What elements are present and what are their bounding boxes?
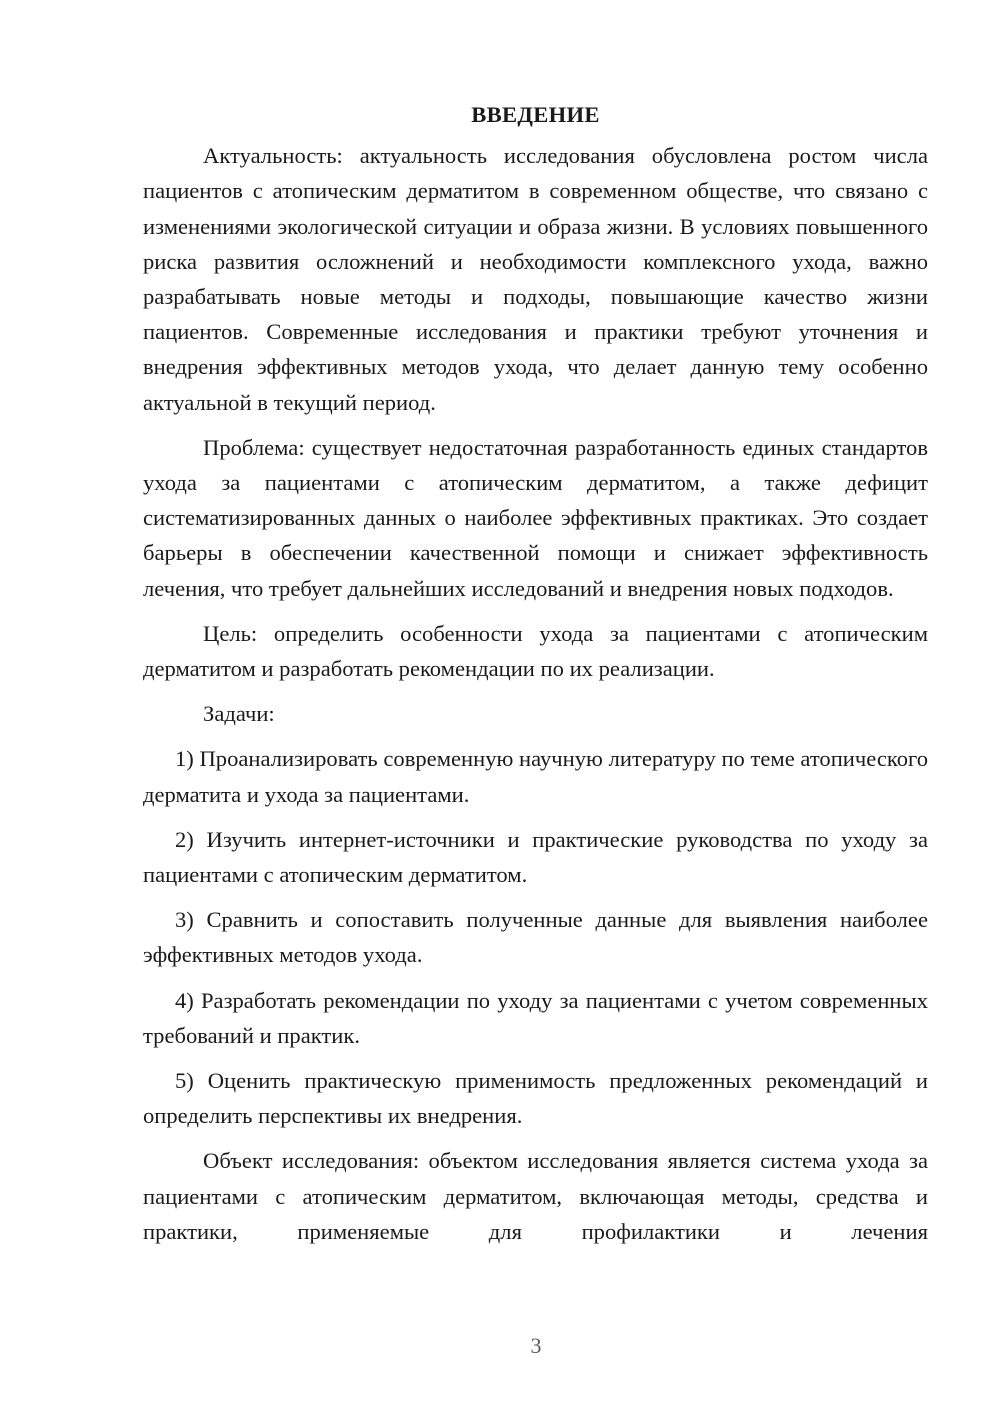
tasks-label: Задачи: (203, 701, 275, 727)
page-number: 3 (530, 1333, 542, 1358)
goal-paragraph: Цель: определить особенности ухода за пациентами с атопическим дерматитом и разработать рекомендации по их реализации. (143, 620, 928, 682)
task-item: 2) Изучить интернет-источники и практические руководства по уходу за пациентами с атопическим дерматитом. (143, 826, 928, 888)
section-heading: ВВЕДЕНИЕ (471, 102, 600, 127)
relevance-paragraph: Актуальность: актуальность исследования обусловлена ростом числа пациентов с атопическим дерматитом в современном обществе, что связано с изменениями экологической ситуации и образа жизни. В условиях повышенного риска развития осложнений и необходимости комплексного ухода, важно разрабатывать новые методы и подходы, повышающие качество жизни пациентов. Современные исследования и практики требуют уточнения и внедрения эффективных методов ухода, что делает данную тему особенно актуальной в текущий период. (143, 143, 928, 415)
task-item: 5) Оценить практическую применимость предложенных рекомендаций и определить перспективы их внедрения. (143, 1068, 928, 1129)
task-item: 1) Проанализировать современную научную литературу по теме атопического дерматита и ухода за пациентами. (143, 746, 928, 807)
task-item: 4) Разработать рекомендации по уходу за пациентами с учетом современных требований и практик. (143, 987, 928, 1048)
problem-paragraph: Проблема: существует недостаточная разработанность единых стандартов ухода за пациентами с атопическим дерматитом, а также дефицит систематизированных данных о наиболее эффективных практиках. Это создает барьеры в обеспечении качественной помощи и снижает эффективность лечения, что требует дальнейших исследований и внедрения новых подходов. (143, 434, 928, 601)
task-item: 3) Сравнить и сопоставить полученные данные для выявления наиболее эффективных методов ухода. (143, 907, 928, 968)
page-content (143, 97, 928, 1259)
object-paragraph: Объект исследования: объектом исследования является система ухода за пациентами с атопическим дерматитом, включающая методы, средства и практики, применяемые для профилактики и лечения (143, 1148, 928, 1244)
